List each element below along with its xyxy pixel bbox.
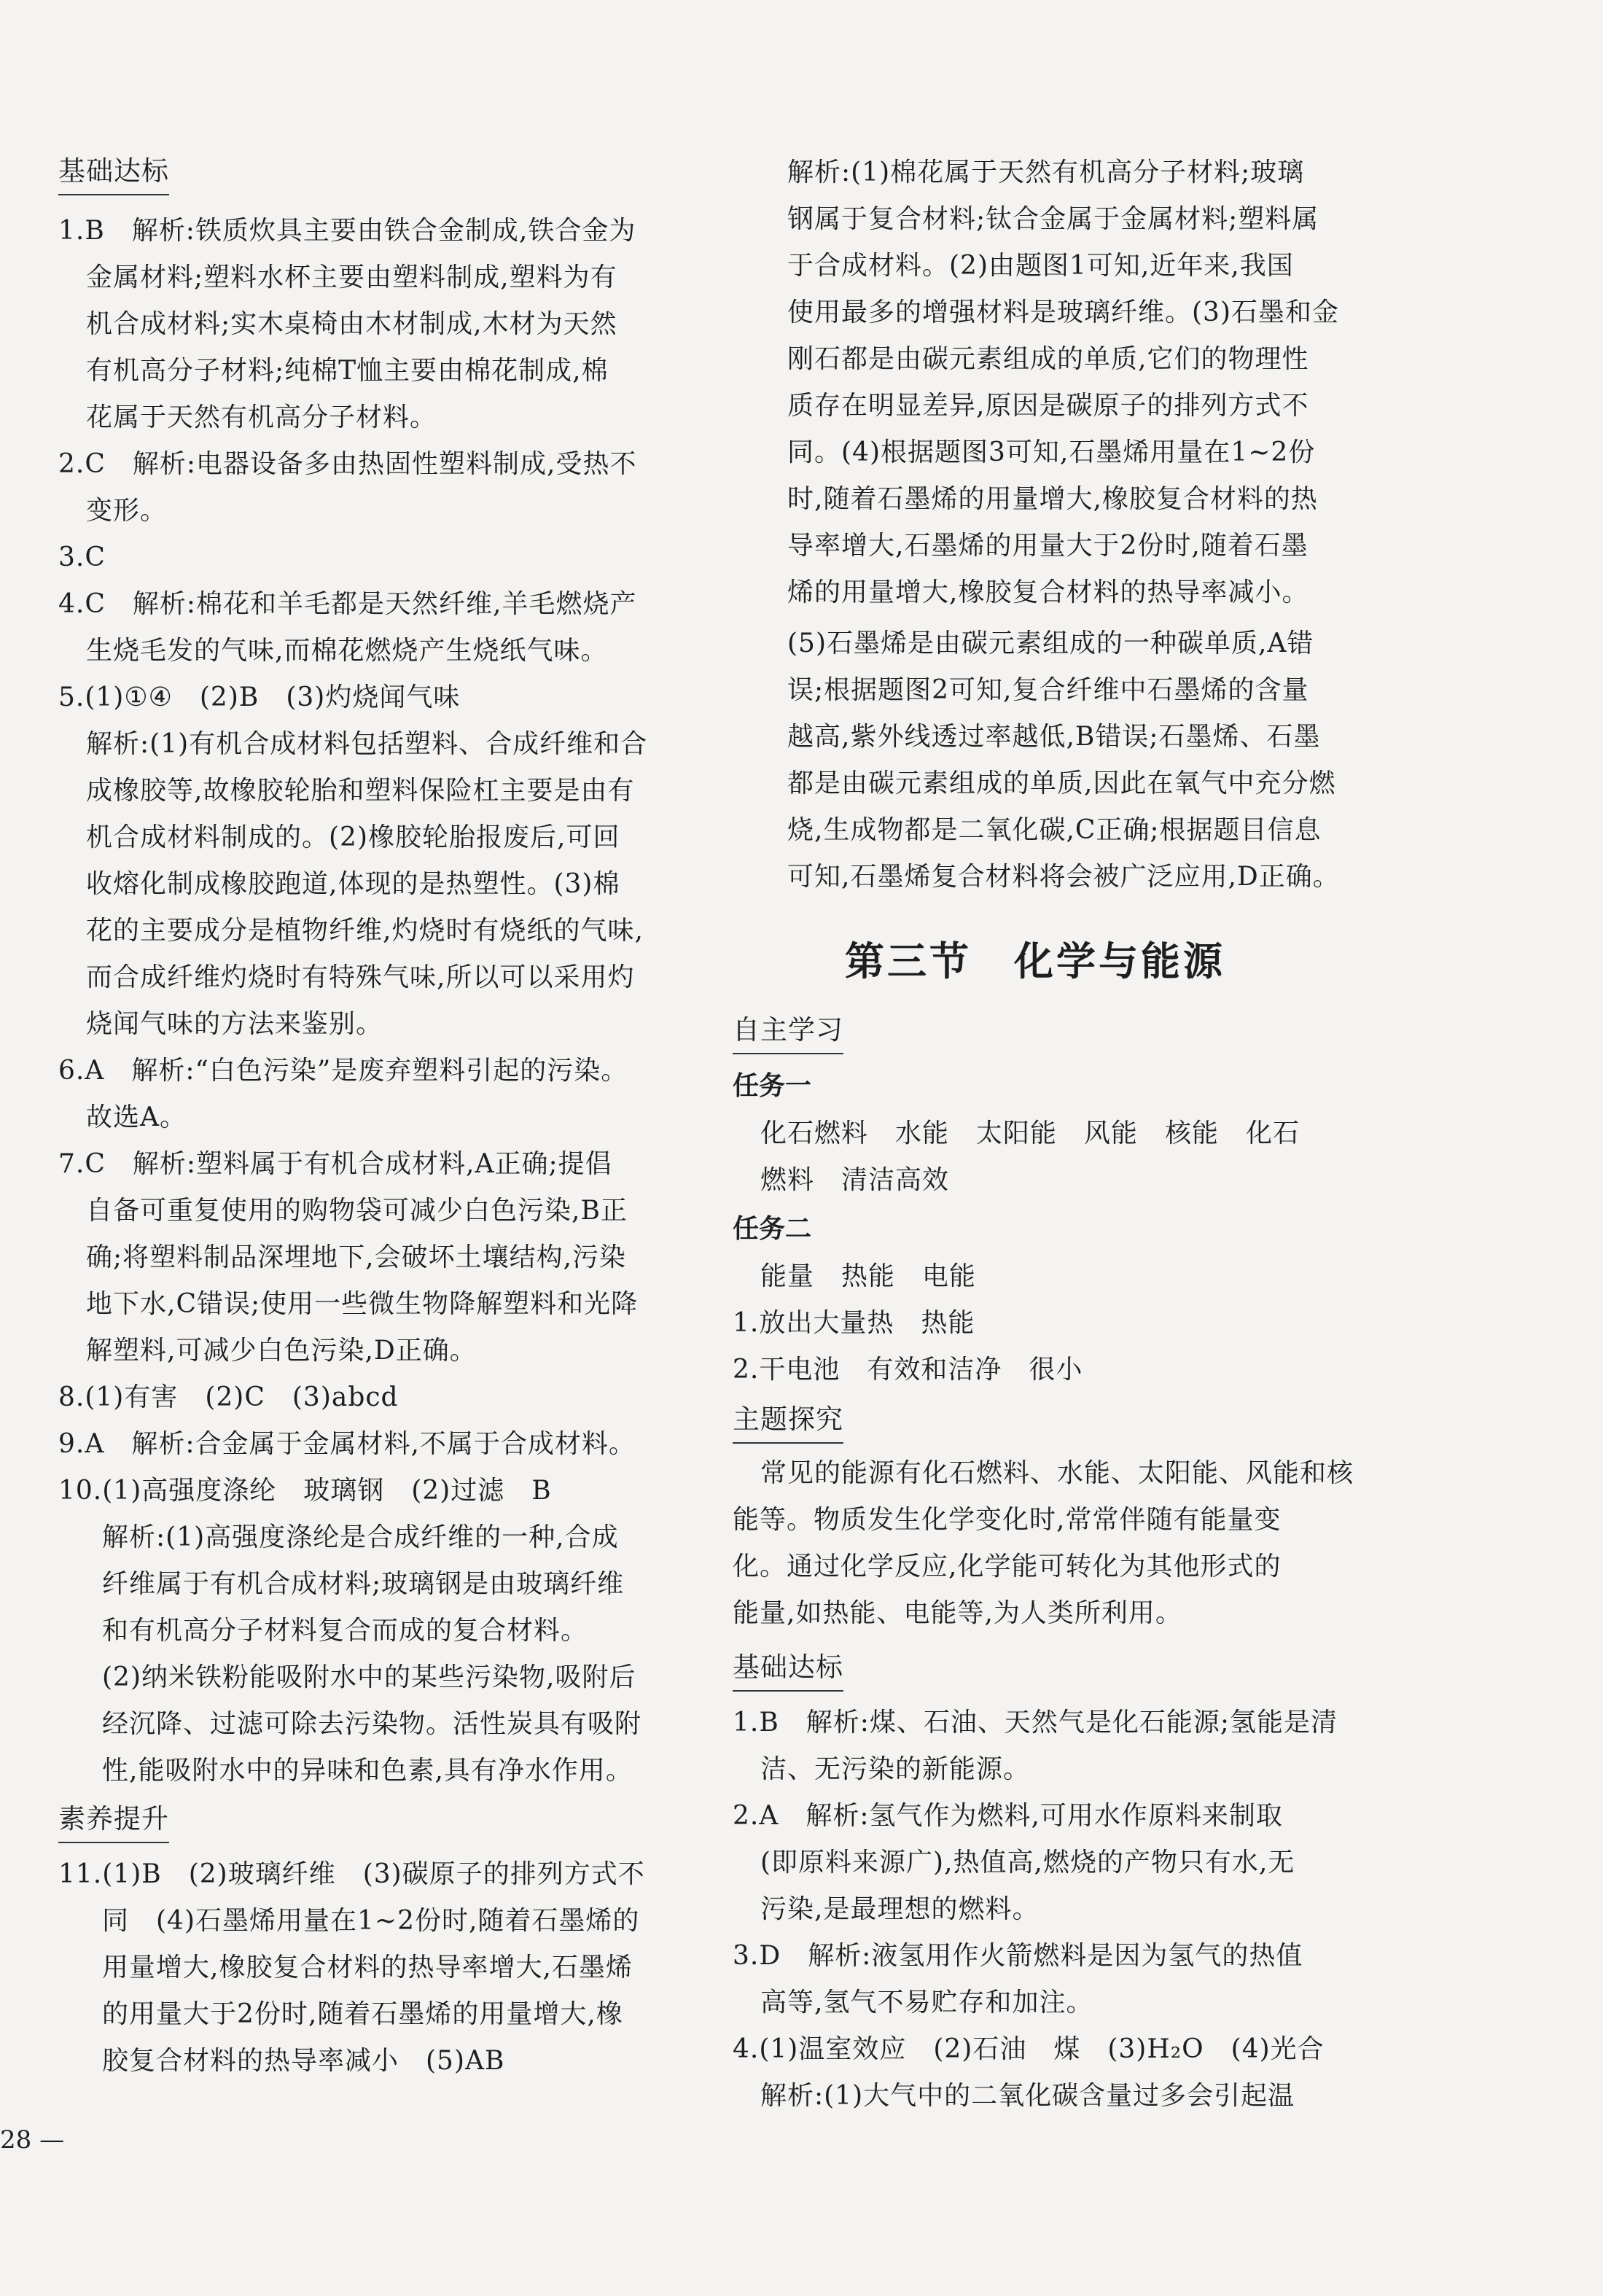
answer-line: 能量,如热能、电能等,为人类所利用。 <box>733 1598 1182 1628</box>
section-heading-theme: 主题探究 <box>733 1401 843 1444</box>
answer-line: 同 (4)石墨烯用量在1~2份时,随着石墨烯的 <box>102 1906 640 1936</box>
answer-line: 时,随着石墨烯的用量增大,橡胶复合材料的热 <box>787 484 1318 514</box>
answer-line: 解析:(1)有机合成材料包括塑料、合成纤维和合 <box>86 729 648 759</box>
answer-line: 金属材料;塑料水杯主要由塑料制成,塑料为有 <box>86 262 617 292</box>
answer-line: 用量增大,橡胶复合材料的热导率增大,石墨烯 <box>102 1953 633 1982</box>
answer-line: 燃料 清洁高效 <box>760 1165 950 1195</box>
answer-line: 解析:(1)棉花属于天然有机高分子材料;玻璃 <box>787 157 1305 187</box>
answer-line: 地下水,C错误;使用一些微生物降解塑料和光降 <box>86 1289 639 1319</box>
answer-line: 机合成材料;实木桌椅由木材制成,木材为天然 <box>86 309 617 339</box>
section-heading-basic: 基础达标 <box>733 1649 843 1692</box>
page-number: 28 — <box>0 2125 65 2155</box>
answer-line: 有机高分子材料;纯棉T恤主要由棉花制成,棉 <box>86 356 609 386</box>
answer-line: 4.C 解析:棉花和羊毛都是天然纤维,羊毛燃烧产 <box>58 589 637 619</box>
answer-line: 和有机高分子材料复合而成的复合材料。 <box>102 1616 588 1646</box>
answer-line: 常见的能源有化石燃料、水能、太阳能、风能和核 <box>760 1458 1354 1488</box>
answer-line: 能等。物质发生化学变化时,常常伴随有能量变 <box>733 1505 1282 1535</box>
section-heading-basic: 基础达标 <box>58 153 169 195</box>
answer-line: (2)纳米铁粉能吸附水中的某些污染物,吸附后 <box>102 1662 636 1692</box>
answer-line: 确;将塑料制品深埋地下,会破坏土壤结构,污染 <box>86 1242 627 1272</box>
answer-line: 生烧毛发的气味,而棉花燃烧产生烧纸气味。 <box>86 636 608 666</box>
answer-line: 解析:(1)高强度涤纶是合成纤维的一种,合成 <box>102 1522 619 1552</box>
answer-line: 故选A。 <box>86 1102 187 1132</box>
answer-line: 同。(4)根据题图3可知,石墨烯用量在1~2份 <box>787 437 1316 467</box>
answer-line: 3.C <box>58 542 106 572</box>
answer-line: (5)石墨烯是由碳元素组成的一种碳单质,A错 <box>787 629 1314 658</box>
answer-line: 高等,氢气不易贮存和加注。 <box>760 1988 1093 2017</box>
answer-line: 自备可重复使用的购物袋可减少白色污染,B正 <box>86 1196 628 1226</box>
answer-line: 钢属于复合材料;钛合金属于金属材料;塑料属 <box>787 204 1319 234</box>
answer-line: 能量 热能 电能 <box>760 1261 977 1291</box>
answer-line: 花的主要成分是植物纤维,灼烧时有烧纸的气味, <box>86 916 644 946</box>
answer-line: 经沉降、过滤可除去污染物。活性炭具有吸附 <box>102 1709 642 1739</box>
answer-line: 都是由碳元素组成的单质,因此在氧气中充分燃 <box>787 768 1336 798</box>
answer-line: 1.B 解析:煤、石油、天然气是化石能源;氢能是清 <box>733 1708 1338 1737</box>
answer-line: 质存在明显差异,原因是碳原子的排列方式不 <box>787 391 1309 421</box>
answer-line: 11.(1)B (2)玻璃纤维 (3)碳原子的排列方式不 <box>58 1859 645 1889</box>
answer-line: 的用量大于2份时,随着石墨烯的用量增大,橡 <box>102 1999 623 2029</box>
answer-line: 解塑料,可减少白色污染,D正确。 <box>86 1336 477 1366</box>
answer-line: 6.A 解析:“白色污染”是废弃塑料引起的污染。 <box>58 1056 628 1086</box>
answer-line: 刚石都是由碳元素组成的单质,它们的物理性 <box>787 344 1309 374</box>
task-heading-2: 任务二 <box>733 1213 812 1244</box>
answer-line: 2.C 解析:电器设备多由热固性塑料制成,受热不 <box>58 449 637 479</box>
answer-line: 可知,石墨烯复合材料将会被广泛应用,D正确。 <box>787 862 1340 892</box>
answer-line: 成橡胶等,故橡胶轮胎和塑料保险杠主要是由有 <box>86 776 635 806</box>
answer-line: 性,能吸附水中的异味和色素,具有净水作用。 <box>102 1756 633 1786</box>
answer-line: 烧闻气味的方法来鉴别。 <box>86 1009 383 1039</box>
answer-line: 机合成材料制成的。(2)橡胶轮胎报废后,可回 <box>86 822 620 852</box>
answer-line: 2.干电池 有效和洁净 很小 <box>733 1355 1083 1385</box>
section-title: 第三节 化学与能源 <box>845 938 1225 984</box>
task-heading-1: 任务一 <box>733 1070 812 1101</box>
answer-line: 8.(1)有害 (2)C (3)abcd <box>58 1382 399 1412</box>
answer-line: 1.B 解析:铁质炊具主要由铁合金制成,铁合金为 <box>58 216 636 246</box>
answer-line: 烯的用量增大,橡胶复合材料的热导率减小。 <box>787 577 1309 607</box>
answer-line: 1.放出大量热 热能 <box>733 1308 975 1338</box>
answer-line: 导率增大,石墨烯的用量大于2份时,随着石墨 <box>787 531 1308 561</box>
answer-line: 胶复合材料的热导率减小 (5)AB <box>102 2046 505 2076</box>
answer-line: 使用最多的增强材料是玻璃纤维。(3)石墨和金 <box>787 297 1339 327</box>
answer-line: 收熔化制成橡胶跑道,体现的是热塑性。(3)棉 <box>86 869 620 899</box>
answer-line: 3.D 解析:液氢用作火箭燃料是因为氢气的热值 <box>733 1941 1303 1971</box>
answer-line: 化石燃料 水能 太阳能 风能 核能 化石 <box>760 1118 1300 1148</box>
answer-line: (即原料来源广),热值高,燃烧的产物只有水,无 <box>760 1848 1295 1877</box>
answer-line: 10.(1)高强度涤纶 玻璃钢 (2)过滤 B <box>58 1476 552 1506</box>
section-heading-literacy: 素养提升 <box>58 1801 169 1843</box>
answer-line: 化。通过化学反应,化学能可转化为其他形式的 <box>733 1552 1282 1581</box>
answer-line: 而合成纤维灼烧时有特殊气味,所以可以采用灼 <box>86 962 635 992</box>
answer-line: 越高,紫外线透过率越低,B错误;石墨烯、石墨 <box>787 722 1321 752</box>
answer-line: 解析:(1)大气中的二氧化碳含量过多会引起温 <box>760 2081 1295 2111</box>
answer-line: 洁、无污染的新能源。 <box>760 1754 1031 1784</box>
answer-line: 花属于天然有机高分子材料。 <box>86 402 437 432</box>
answer-line: 4.(1)温室效应 (2)石油 煤 (3)H₂O (4)光合 <box>733 2034 1325 2064</box>
answer-line: 2.A 解析:氢气作为燃料,可用水作原料来制取 <box>733 1801 1283 1831</box>
answer-line: 变形。 <box>86 496 168 526</box>
answer-line: 污染,是最理想的燃料。 <box>760 1894 1040 1924</box>
answer-line: 9.A 解析:合金属于金属材料,不属于合成材料。 <box>58 1429 636 1459</box>
answer-line: 烧,生成物都是二氧化碳,C正确;根据题目信息 <box>787 815 1322 845</box>
answer-line: 7.C 解析:塑料属于有机合成材料,A正确;提倡 <box>58 1149 612 1179</box>
section-heading-self-study: 自主学习 <box>733 1012 843 1054</box>
answer-line: 纤维属于有机合成材料;玻璃钢是由玻璃纤维 <box>102 1569 625 1599</box>
answer-line: 于合成材料。(2)由题图1可知,近年来,我国 <box>787 251 1294 281</box>
answer-line: 5.(1)①④ (2)B (3)灼烧闻气味 <box>58 682 461 712</box>
answer-line: 误;根据题图2可知,复合纤维中石墨烯的含量 <box>787 675 1309 705</box>
